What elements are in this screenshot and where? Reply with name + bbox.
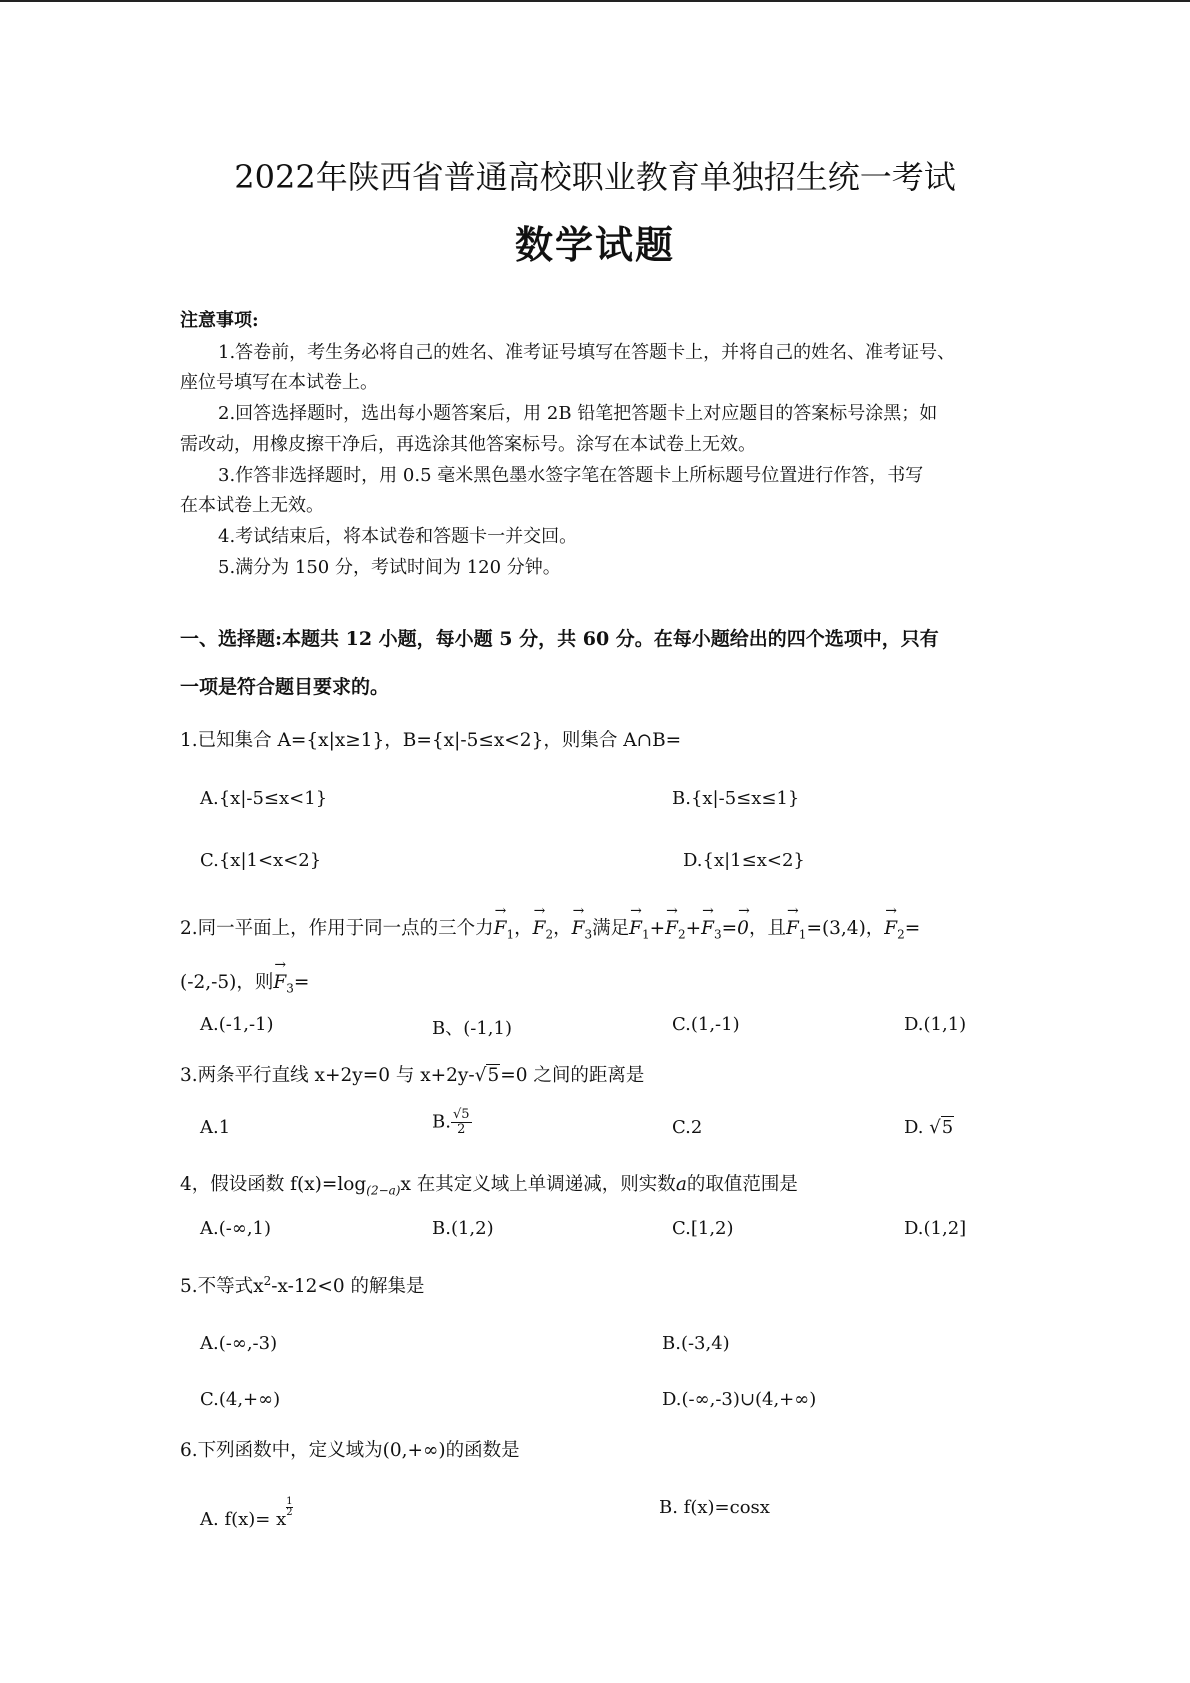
q3-option-d: D. √5	[904, 1117, 954, 1138]
notice-line: 4.考试结束后，将本试卷和答题卡一并交回。	[218, 526, 578, 547]
vector-f2: → $F_2$	[665, 918, 685, 942]
notice-line: 2.回答选择题时，选出每小题答案后，用 2B 铅笔把答题卡上对应题目的答案标号涂黑；如	[218, 403, 938, 424]
question-5-stem: 5.不等式$x^2-x-12<0$ 的解集是	[180, 1273, 425, 1297]
question-6-stem: 6.下列函数中，定义域为(0,+∞)的函数是	[180, 1440, 520, 1461]
q4-option-c: C.[1,2)	[672, 1218, 734, 1239]
subject-title: 数学试题	[514, 222, 675, 267]
q3-option-b: B. $\frac{√5}{2}$	[432, 1107, 470, 1137]
q5-option-d: D.(-∞,-3)∪(4,+∞)	[662, 1389, 817, 1410]
vector-f3: → $F_3$	[701, 918, 721, 942]
q6-option-a: A. f(x)= x $\frac{1}{2}$	[200, 1496, 293, 1530]
section-heading: 一、选择题:本题共 12 小题，每小题 5 分，共 60 分。在每小题给出的四个选项中，只有	[180, 628, 939, 650]
q4-option-b: B.(1,2)	[432, 1218, 494, 1239]
vector-f2: → $F_2$	[884, 918, 904, 942]
notice-line: 座位号填写在本试卷上。	[180, 372, 378, 393]
q1-option-a: A.{x|-5≤x<1}	[200, 788, 328, 809]
top-border-line	[0, 0, 1190, 2]
q1-option-b: B.{x|-5≤x≤1}	[672, 788, 800, 809]
notice-line: 需改动，用橡皮擦干净后，再选涂其他答案标号。涂写在本试卷上无效。	[180, 434, 756, 455]
q1-option-d: D.{x|1≤x<2}	[683, 850, 805, 871]
q2-option-d: D.(1,1)	[904, 1014, 967, 1035]
question-4-stem: 4，假设函数 $f(x)=\log_{(2-a)}x$ 在其定义域上单调递减，则实数a的取值范围是	[180, 1174, 798, 1198]
question-2-stem-cont: (-2,-5)，则→ $F_3=$	[180, 968, 309, 996]
exam-title: 2022年陕西省普通高校职业教育单独招生统一考试	[234, 158, 956, 196]
q6-option-b: B. f(x)=cosx	[659, 1497, 770, 1518]
q5-option-b: B.(-3,4)	[662, 1333, 730, 1354]
question-1-stem: 1.已知集合 A={x|x≥1}，B={x|-5≤x<2}，则集合 A∩B=	[180, 730, 682, 751]
q4-option-d: D.(1,2]	[904, 1218, 967, 1239]
fraction-sqrt5-over-2: $\frac{√5}{2}$	[452, 1107, 470, 1137]
notice-line: 在本试卷上无效。	[180, 495, 324, 516]
q5-option-c: C.(4,+∞)	[200, 1389, 281, 1410]
question-2-stem: 2.同一平面上，作用于同一点的三个力→ $F_1$，→ $F_2$，→ $F_3$满足→ $F_1+\to F_2+\to F_3=\to 0$，且→ $F_1=(3,4)$，→ $F_2=$	[180, 914, 920, 942]
q3-option-c: C.2	[672, 1117, 703, 1138]
vector-f3: → $F_3$	[273, 972, 293, 996]
vector-f3: → $F_3$	[572, 918, 592, 942]
q4-option-a: A.(-∞,1)	[200, 1218, 272, 1239]
section-heading-cont: 一项是符合题目要求的。	[180, 676, 390, 698]
notice-line: 1.答卷前，考生务必将自己的姓名、准考证号填写在答题卡上，并将自己的姓名、准考证号、	[218, 342, 956, 363]
q5-option-a: A.(-∞,-3)	[200, 1333, 278, 1354]
q2-option-c: C.(1,-1)	[672, 1014, 740, 1035]
q1-option-c: C.{x|1<x<2}	[200, 850, 322, 871]
vector-f2: → $F_2$	[533, 918, 553, 942]
vector-f1: → $F_1$	[494, 918, 514, 942]
q3-option-a: A.1	[200, 1117, 231, 1138]
question-3-stem: 3.两条平行直线 x+2y=0 与 x+2y-√5=0 之间的距离是	[180, 1065, 645, 1086]
vector-f1: → $F_1$	[629, 918, 649, 942]
q2-prefix: 2.同一平面上，作用于同一点的三个力	[180, 918, 494, 939]
vector-f1: → $F_1$	[786, 918, 806, 942]
notice-heading: 注意事项:	[180, 310, 259, 331]
exponent-one-half: $\frac{1}{2}$	[286, 1496, 293, 1518]
zero-vector: → 0	[737, 918, 749, 939]
notice-line: 3.作答非选择题时，用 0.5 毫米黑色墨水签字笔在答题卡上所标题号位置进行作答，书写	[218, 465, 924, 486]
sqrt-5: √5	[474, 1065, 500, 1086]
q2-option-a: A.(-1,-1)	[200, 1014, 274, 1035]
notice-line: 5.满分为 150 分，考试时间为 120 分钟。	[218, 557, 561, 578]
q2-option-b: B、(-1,1)	[432, 1018, 512, 1039]
